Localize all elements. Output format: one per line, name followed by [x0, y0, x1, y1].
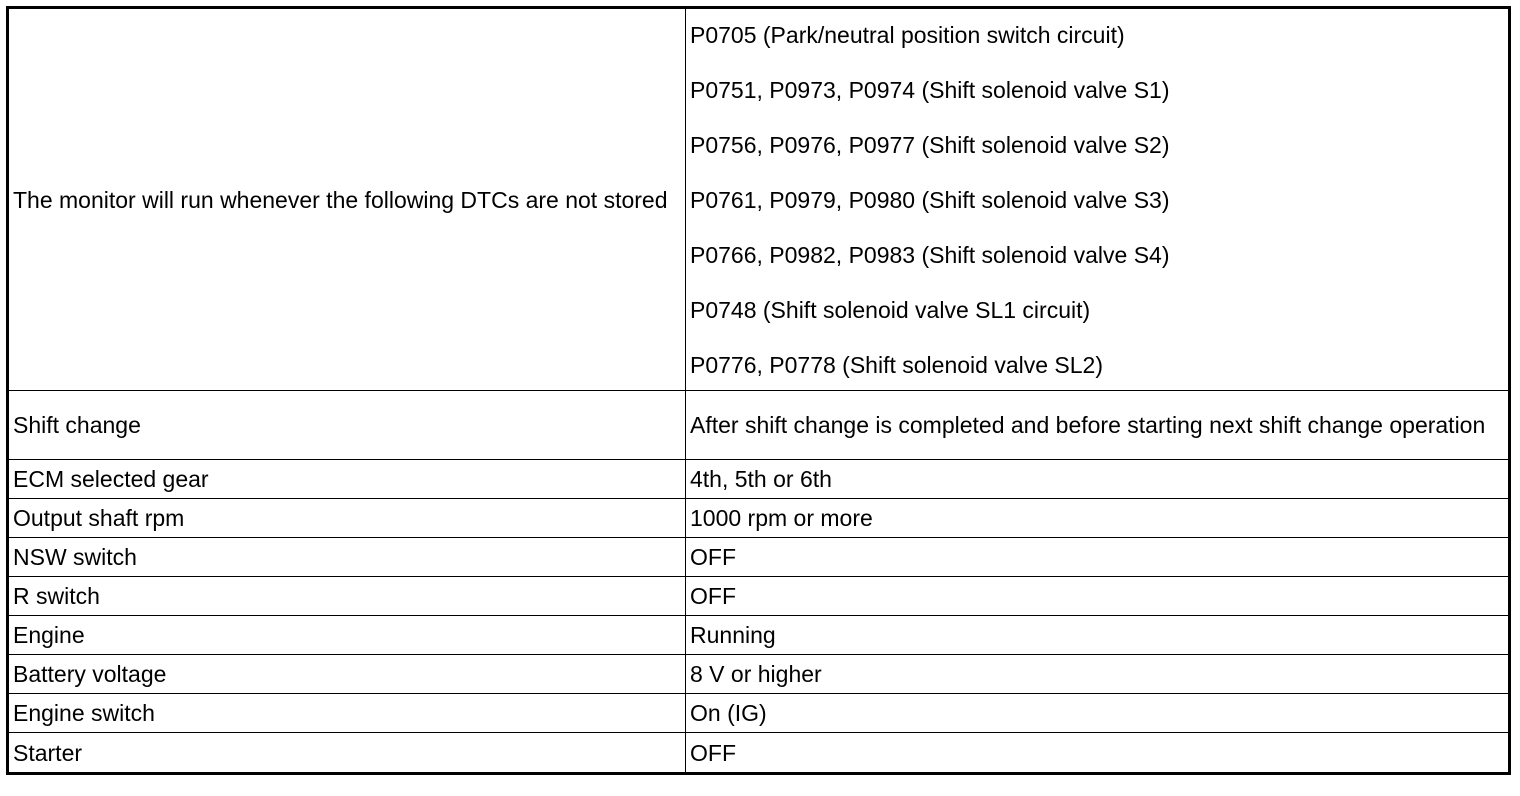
condition-label: ECM selected gear: [8, 460, 686, 499]
dtc-code-line: P0751, P0973, P0974 (Shift solenoid valve S1): [690, 77, 1170, 103]
table-row: [8, 733, 1510, 774]
dtc-code-line: P0761, P0979, P0980 (Shift solenoid valve S3): [690, 187, 1170, 213]
condition-value: On (IG): [686, 694, 1510, 733]
condition-label: Shift change: [8, 391, 686, 460]
condition-label: Starter: [8, 733, 686, 774]
condition-value: OFF: [686, 733, 1510, 774]
table-row: [8, 655, 1510, 694]
condition-label: NSW switch: [8, 538, 686, 577]
table-row: [8, 460, 1510, 499]
table-row: [8, 694, 1510, 733]
condition-label: Engine switch: [8, 694, 686, 733]
table-row: [8, 391, 1510, 460]
dtc-code-line: P0705 (Park/neutral position switch circuit): [690, 22, 1125, 48]
condition-value: OFF: [686, 577, 1510, 616]
condition-label: Engine: [8, 616, 686, 655]
condition-value: 4th, 5th or 6th: [686, 460, 1510, 499]
dtc-code-line: P0756, P0976, P0977 (Shift solenoid valve S2): [690, 132, 1170, 158]
condition-value: Running: [686, 616, 1510, 655]
table-row: [8, 616, 1510, 655]
table-row: [8, 8, 1510, 391]
condition-value: After shift change is completed and before starting next shift change operation: [686, 391, 1510, 460]
condition-value: 1000 rpm or more: [686, 499, 1510, 538]
dtc-list: [686, 8, 1510, 391]
table-row: [8, 538, 1510, 577]
table-row: [8, 499, 1510, 538]
condition-label: Output shaft rpm: [8, 499, 686, 538]
dtc-code-line: P0776, P0778 (Shift solenoid valve SL2): [690, 352, 1103, 378]
dtc-code-line: P0748 (Shift solenoid valve SL1 circuit): [690, 297, 1091, 323]
dtc-code-line: P0766, P0982, P0983 (Shift solenoid valve S4): [690, 242, 1170, 268]
condition-label: Battery voltage: [8, 655, 686, 694]
condition-value: OFF: [686, 538, 1510, 577]
monitor-conditions-table: [6, 6, 1511, 775]
condition-value: 8 V or higher: [686, 655, 1510, 694]
condition-label: The monitor will run whenever the following DTCs are not stored: [8, 8, 686, 391]
table-row: [8, 577, 1510, 616]
condition-label: R switch: [8, 577, 686, 616]
